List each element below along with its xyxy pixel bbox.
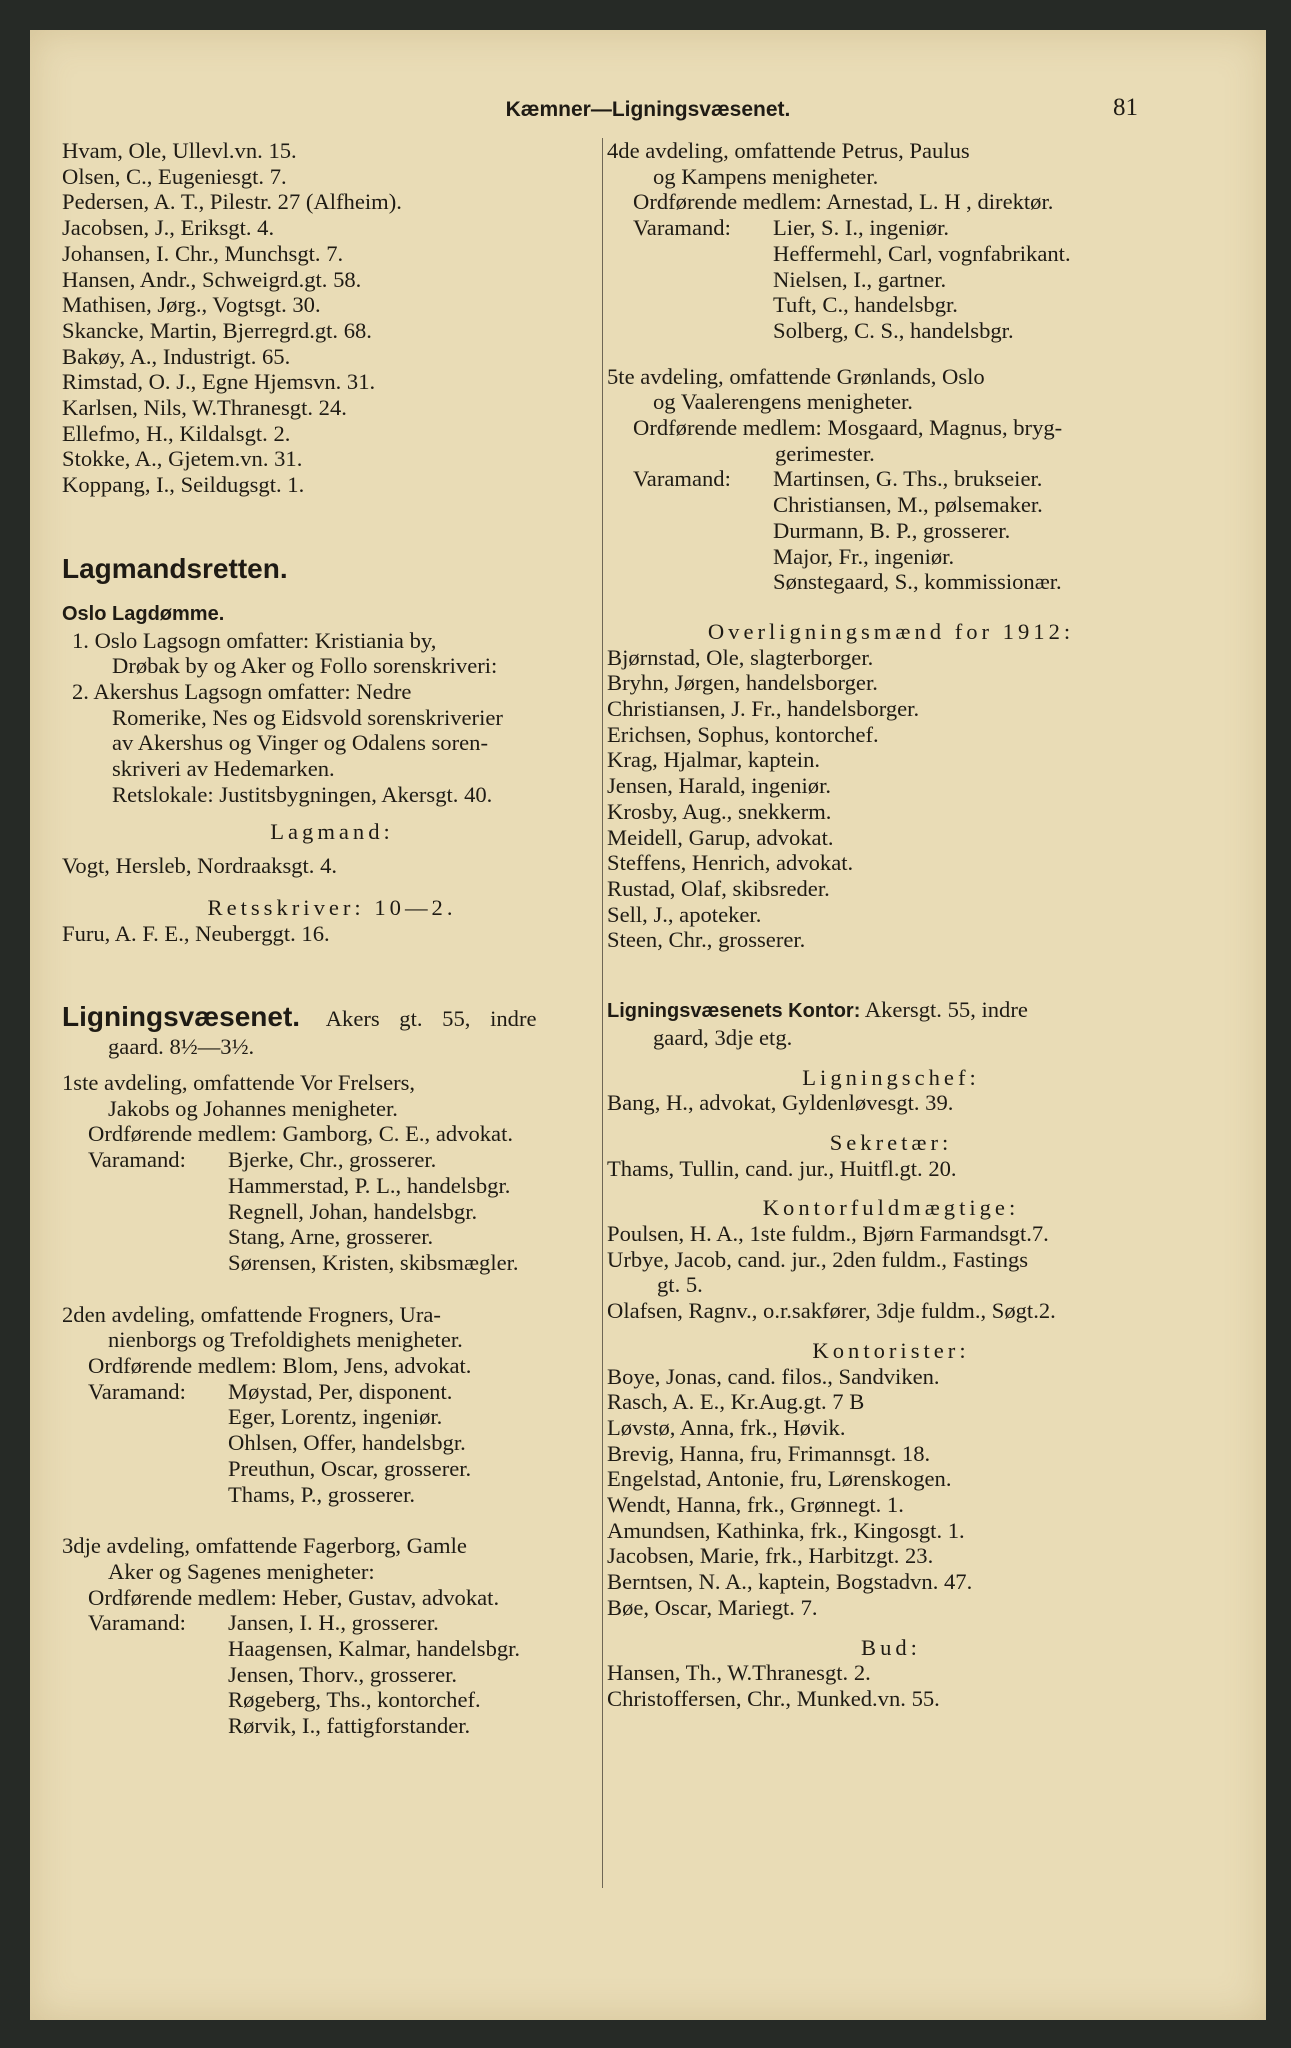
overligning-entry: Krag, Hjalmar, kaptein. [607, 747, 821, 773]
vara-block [62, 1610, 602, 1739]
sekretaer-title: Sekretær: [829, 1129, 953, 1155]
division-title: 1ste avdeling, omfattende Vor Frelsers, [62, 1069, 416, 1095]
right-column [607, 138, 1175, 1712]
kontorfuld-entry: Urbye, Jacob, cand. jur., 2den fuldm., Fastings [607, 1246, 1029, 1272]
vara-block [607, 466, 1175, 595]
vara-entry: Jensen, Thorv., grosserer. [228, 1661, 458, 1687]
page-number: 81 [1113, 94, 1138, 121]
vara-entry: Ohlsen, Offer, handelsbgr. [228, 1430, 466, 1456]
division-4 [607, 138, 1175, 344]
kontorfuld-entry: Olafsen, Ragnv., o.r.sakfører, 3dje fuldm., Søgt.2. [607, 1298, 1056, 1324]
vara-entry: Jansen, I. H., grosserer. [228, 1610, 439, 1636]
vara-entry: Hammerstad, P. L., handelsbgr. [228, 1172, 511, 1198]
column-divider [602, 138, 603, 1888]
division-title: nienborgs og Trefoldighets menigheter. [108, 1327, 463, 1353]
address-entry: Rimstad, O. J., Egne Hjemsvn. 31. [62, 369, 376, 395]
vara-entry: Preuthun, Oscar, grosserer. [228, 1455, 472, 1481]
vara-entry: Solberg, C. S., handelsbgr. [773, 317, 1014, 343]
kontorist-entry: Engelstad, Antonie, fru, Lørenskogen. [607, 1466, 952, 1492]
page-header [30, 90, 1266, 130]
lagsogn-line: 1. Oslo Lagsogn omfatter: Kristiania by, [72, 627, 437, 653]
vara-entry: Eger, Lorentz, ingeniør. [228, 1404, 443, 1430]
vara-entry: Lier, S. I., ingeniør. [773, 215, 950, 241]
chair-name: Heber, Gustav, advokat. [282, 1584, 500, 1610]
ligningschef-entry: Bang, H., advokat, Gyldenløvesgt. 39. [607, 1090, 954, 1116]
address-entry: Mathisen, Jørg., Vogtsgt. 30. [62, 292, 321, 318]
vara-label: Varamand: [633, 466, 731, 492]
bud-list [607, 1660, 1175, 1711]
chair-label: Ordførende medlem: [88, 1584, 283, 1610]
overligning-entry: Rustad, Olaf, skibsreder. [607, 875, 830, 901]
address-entry: Skancke, Martin, Bjerregrd.gt. 68. [62, 317, 372, 343]
kontorist-entry: Boye, Jonas, cand. filos., Sandviken. [607, 1363, 940, 1389]
left-column [62, 138, 602, 1739]
division-title: 5te avdeling, omfattende Grønlands, Oslo [607, 363, 985, 389]
division-title: 4de avdeling, omfattende Petrus, Paulus [607, 138, 970, 163]
overligning-entry: Bryhn, Jørgen, handelsborger. [607, 670, 878, 696]
kontorist-entry: Løvstø, Anna, frk., Høvik. [607, 1414, 846, 1440]
kontor-address: Akersgt. 55, indre [864, 997, 1028, 1023]
chair-name: Arnestad, L. H , direktør. [826, 189, 1054, 215]
address-entry: Ellefmo, H., Kildalsgt. 2. [62, 420, 291, 446]
division-title: Aker og Sagenes menigheter: [108, 1558, 375, 1584]
division-1 [62, 1070, 602, 1276]
page [30, 30, 1266, 2020]
overligning-entry: Steen, Chr., grosserer. [607, 927, 806, 953]
ligningsvaesenet-hours: gaard. 8½—3½. [108, 1034, 255, 1060]
vara-label: Varamand: [88, 1147, 186, 1173]
overligning-title: Overligningsmænd for 1912: [707, 618, 1075, 644]
kontor-label: Ligningsvæsenets Kontor: [607, 1000, 861, 1023]
address-entry: Pedersen, A. T., Pilestr. 27 (Alfheim). [62, 189, 402, 215]
kontorist-entry: Bøe, Oscar, Mariegt. 7. [607, 1594, 818, 1620]
vara-entry: Møystad, Per, disponent. [228, 1378, 453, 1404]
lagmand-entry: Vogt, Hersleb, Nordraaksgt. 4. [62, 853, 338, 879]
chair-label: Ordførende medlem: [633, 415, 828, 441]
lagsogn-item-2 [62, 679, 602, 782]
chair-name: Blom, Jens, advokat. [282, 1353, 472, 1379]
vara-block [62, 1379, 602, 1508]
address-entry: Johansen, I. Chr., Munchsgt. 7. [62, 240, 344, 266]
vara-list [228, 1147, 602, 1276]
vara-entry: Nielsen, I., gartner. [773, 266, 947, 292]
vara-entry: Stang, Arne, grosserer. [228, 1224, 434, 1250]
kontorister-title: Kontorister: [812, 1337, 970, 1363]
overligning-entry: Christiansen, J. Fr., handelsborger. [607, 696, 920, 722]
address-entry: Stokke, A., Gjetem.vn. 31. [62, 446, 303, 472]
vara-entry: Regnell, Johan, handelsbgr. [228, 1198, 478, 1224]
vara-entry: Heffermehl, Carl, vognfabrikant. [773, 240, 1071, 266]
address-list [62, 138, 602, 498]
division-3 [62, 1533, 602, 1739]
vara-entry: Durmann, B. P., grosserer. [773, 517, 1011, 543]
kontorist-entry: Amundsen, Kathinka, frk., Kingosgt. 1. [607, 1517, 965, 1543]
division-title: og Kampens menigheter. [653, 163, 879, 189]
overligning-entry: Bjørnstad, Ole, slagterborger. [607, 644, 874, 670]
ligningschef-title: Ligningschef: [802, 1064, 980, 1090]
division-title: Jakobs og Johannes menigheter. [108, 1095, 398, 1121]
kontor-address-2: gaard, 3dje etg. [653, 1024, 793, 1050]
lagmand-title: Lagmand: [270, 819, 394, 845]
overligning-entry: Sell, J., apoteker. [607, 901, 762, 927]
section-heading-ligningsvaesenet: Ligningsvæsenet. [62, 1001, 301, 1033]
chair-row [607, 189, 1175, 215]
lagsogn-line: Drøbak by og Aker og Follo sorenskriveri: [112, 653, 498, 679]
ligningsvaesenet-heading-line [62, 1000, 602, 1034]
lagsogn-line: av Akershus og Vinger og Odalens soren- [112, 730, 488, 756]
vara-entry: Thams, P., grosserer. [228, 1481, 416, 1507]
chair-row [62, 1353, 602, 1379]
address-entry: Hvam, Ole, Ullevl.vn. 15. [62, 138, 297, 163]
kontorfuld-entry: gt. 5. [657, 1272, 703, 1298]
address-entry: Jacobsen, J., Eriksgt. 4. [62, 215, 275, 241]
vara-list [773, 215, 1175, 344]
chair-row [62, 1585, 602, 1611]
address-entry: Bakøy, A., Industrigt. 65. [62, 343, 291, 369]
subheading-oslo-lagdomme: Oslo Lagdømme. [62, 602, 225, 625]
ligningsvaesenet-address: Akers gt. 55, indre [325, 1006, 537, 1032]
kontorfuld-title: Kontorfuldmægtige: [762, 1195, 1020, 1221]
vara-entry: Haagensen, Kalmar, handelsbgr. [228, 1636, 521, 1662]
lagsogn-line: Romerike, Nes og Eidsvold sorenskriverier [112, 704, 503, 730]
chair-name-cont: gerimester. [775, 440, 875, 466]
vara-label: Varamand: [633, 215, 731, 241]
kontorister-list [607, 1364, 1175, 1621]
vara-entry: Røgeberg, Ths., kontorchef. [228, 1687, 481, 1713]
overligning-entry: Erichsen, Sophus, kontorchef. [607, 721, 879, 747]
chair-name: Mosgaard, Magnus, bryg- [827, 415, 1063, 441]
lagsogn-line: 2. Akershus Lagsogn omfatter: Nedre [72, 678, 412, 704]
kontorist-entry: Berntsen, N. A., kaptein, Bogstadvn. 47. [607, 1569, 973, 1595]
address-entry: Koppang, I., Seildugsgt. 1. [62, 472, 305, 498]
vara-entry: Sønstegaard, S., kommissionær. [773, 569, 1062, 595]
division-title: og Vaalerengens menigheter. [653, 389, 913, 415]
overligning-entry: Meidell, Garup, advokat. [607, 824, 834, 850]
divisions-left [62, 1070, 602, 1739]
bud-entry: Christoffersen, Chr., Munked.vn. 55. [607, 1685, 940, 1711]
vara-entry: Tuft, C., handelsbgr. [773, 292, 958, 318]
vara-entry: Major, Fr., ingeniør. [773, 543, 955, 569]
overligning-entry: Krosby, Aug., snekkerm. [607, 798, 832, 824]
vara-label: Varamand: [88, 1610, 186, 1636]
kontorfuld-list [607, 1221, 1175, 1324]
vara-entry: Martinsen, G. Ths., brukseier. [773, 466, 1043, 492]
division-2 [62, 1302, 602, 1508]
retsskriver-title: Retsskriver: 10—2. [207, 894, 457, 920]
running-title: Kæmner—Ligningsvæsenet. [505, 98, 791, 121]
retsskriver-entry: Furu, A. F. E., Neuberggt. 16. [62, 920, 330, 946]
kontorist-entry: Jacobsen, Marie, frk., Harbitzgt. 23. [607, 1543, 934, 1569]
vara-list [773, 466, 1175, 595]
vara-label: Varamand: [88, 1378, 186, 1404]
chair-label: Ordførende medlem: [88, 1353, 283, 1379]
section-heading-lagmandsretten: Lagmandsretten. [62, 552, 288, 584]
retslokale: Retslokale: Justitsbygningen, Akersgt. 40. [112, 781, 493, 807]
division-title: 2den avdeling, omfattende Frogners, Ura- [62, 1301, 441, 1327]
address-entry: Hansen, Andr., Schweigrd.gt. 58. [62, 266, 362, 292]
overligning-entry: Jensen, Harald, ingeniør. [607, 773, 831, 799]
vara-block [607, 215, 1175, 344]
vara-entry: Christiansen, M., pølsemaker. [773, 492, 1043, 518]
division-title: 3dje avdeling, omfattende Fagerborg, Gamle [62, 1533, 467, 1559]
vara-list [228, 1379, 602, 1508]
vara-entry: Bjerke, Chr., grosserer. [228, 1147, 437, 1173]
bud-entry: Hansen, Th., W.Thranesgt. 2. [607, 1660, 871, 1686]
lagsogn-line: skriveri av Hedemarken. [112, 756, 335, 782]
kontorfuld-entry: Poulsen, H. A., 1ste fuldm., Bjørn Farmandsgt.7. [607, 1221, 1049, 1247]
bud-title: Bud: [861, 1634, 921, 1660]
vara-block [62, 1147, 602, 1276]
overligning-entry: Steffens, Henrich, advokat. [607, 850, 854, 876]
chair-row [607, 415, 1175, 441]
lagsogn-item-1 [62, 628, 602, 679]
division-5 [607, 364, 1175, 595]
address-entry: Karlsen, Nils, W.Thranesgt. 24. [62, 395, 347, 421]
chair-label: Ordførende medlem: [633, 189, 827, 215]
address-entry: Olsen, C., Eugeniesgt. 7. [62, 163, 287, 189]
overligning-list [607, 645, 1175, 953]
vara-entry: Sørensen, Kristen, skibsmægler. [228, 1249, 519, 1275]
vara-list [228, 1610, 602, 1739]
kontorist-entry: Wendt, Hanna, frk., Grønnegt. 1. [607, 1492, 904, 1518]
vara-entry: Rørvik, I., fattigforstander. [228, 1713, 471, 1739]
kontor-line [607, 997, 1175, 1025]
sekretaer-entry: Thams, Tullin, cand. jur., Huitfl.gt. 20. [607, 1155, 957, 1181]
chair-name: Gamborg, C. E., advokat. [282, 1121, 514, 1147]
chair-label: Ordførende medlem: [88, 1121, 283, 1147]
chair-row [62, 1121, 602, 1147]
kontorist-entry: Rasch, A. E., Kr.Aug.gt. 7 B [607, 1389, 865, 1415]
kontorist-entry: Brevig, Hanna, fru, Frimannsgt. 18. [607, 1440, 931, 1466]
